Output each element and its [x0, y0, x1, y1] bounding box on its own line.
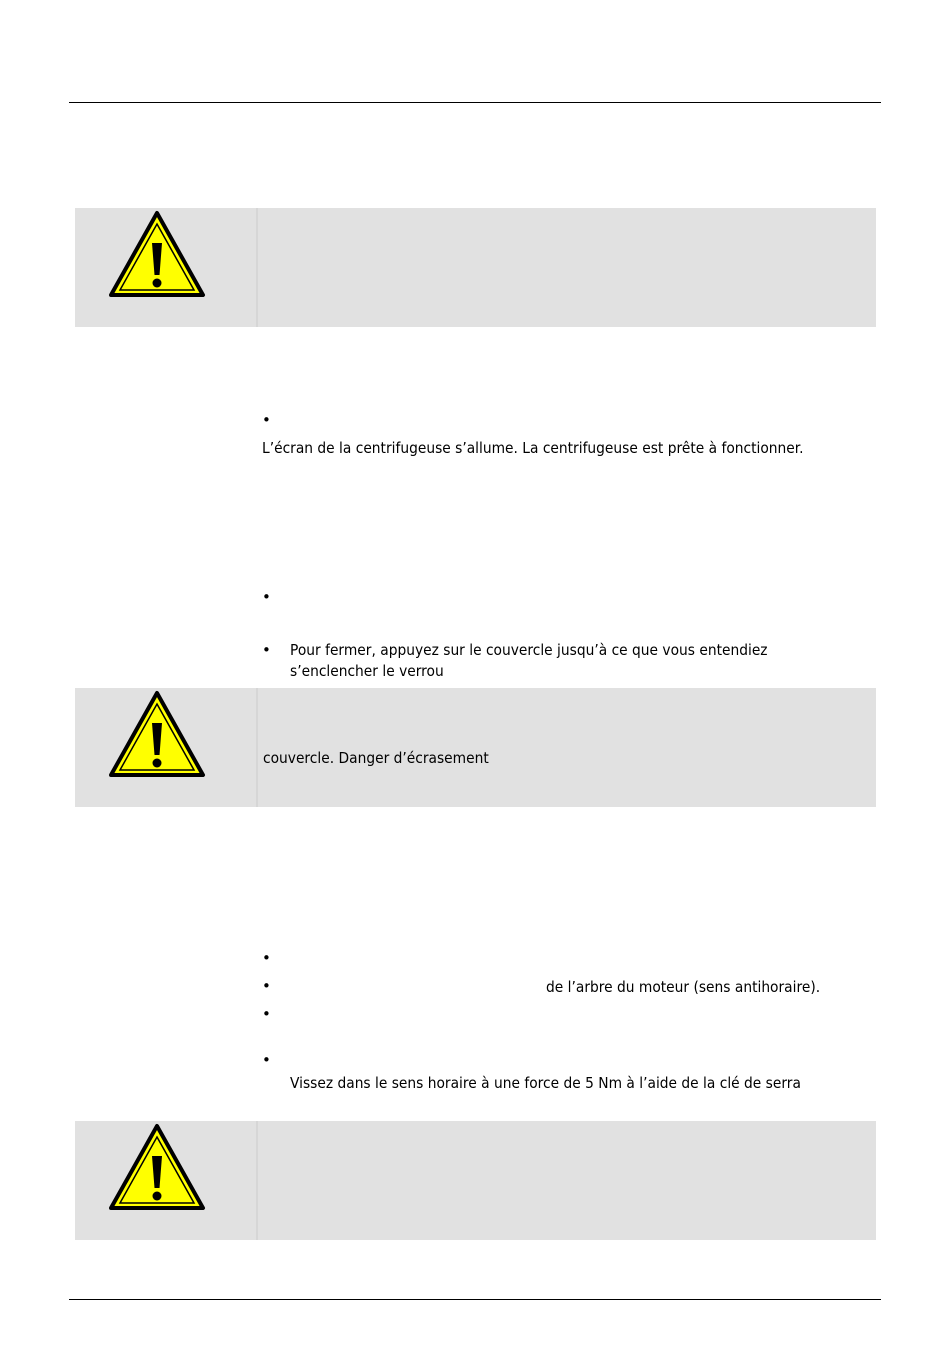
warning-box-2	[75, 688, 876, 807]
bullet: •	[262, 949, 271, 967]
bullet: •	[262, 977, 271, 995]
result-text: L’écran de la centrifugeuse s’allume. La centrifugeuse est prête à fonctionner.	[262, 439, 804, 457]
list-item-text: Vissez dans le sens horaire à une force de 5 Nm à l’aide de la clé de serra	[290, 1074, 801, 1092]
warning-text: couvercle. Danger d’écrasement	[263, 749, 489, 767]
warning-box-1	[75, 208, 876, 327]
list-item-text: Pour fermer, appuyez sur le couvercle jusqu’à ce que vous entendiez	[290, 641, 768, 659]
header-rule	[69, 102, 881, 103]
list-item-text: s’enclencher le verrou	[290, 662, 444, 680]
footer-rule	[69, 1299, 881, 1300]
bullet: •	[262, 641, 271, 659]
bullet: •	[262, 588, 271, 606]
warning-divider	[256, 688, 258, 807]
bullet: •	[262, 1005, 271, 1023]
warning-divider	[256, 1121, 258, 1240]
warning-box-3	[75, 1121, 876, 1240]
warning-triangle-icon	[108, 690, 206, 778]
warning-divider	[256, 208, 258, 327]
bullet: •	[262, 1051, 271, 1069]
list-item-text: de l’arbre du moteur (sens antihoraire).	[546, 978, 821, 996]
warning-triangle-icon	[108, 210, 206, 298]
warning-triangle-icon	[108, 1123, 206, 1211]
bullet: •	[262, 411, 271, 429]
